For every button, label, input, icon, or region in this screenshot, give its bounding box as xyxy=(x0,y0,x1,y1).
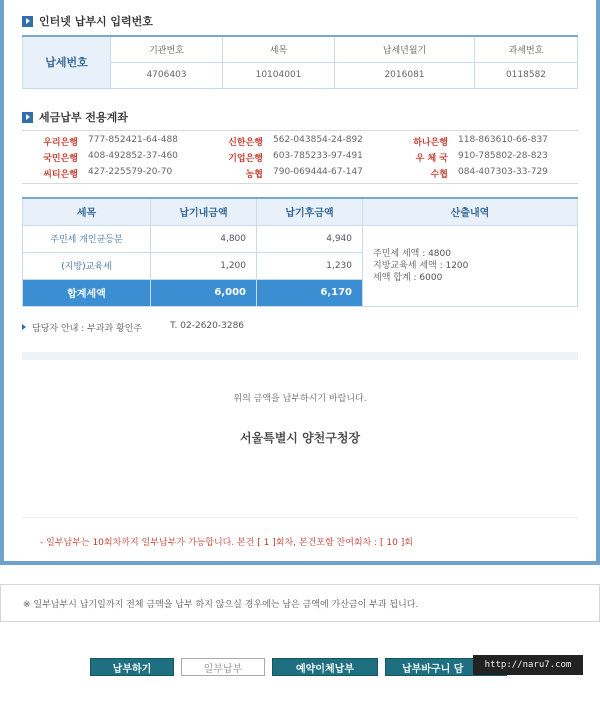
calc-line: 지방교육세 세액 : 1200 xyxy=(373,260,469,271)
bank-account: 408-492852-37-460 xyxy=(88,150,178,161)
bank-account: 562-043854-24-892 xyxy=(273,134,363,145)
contact-tel: T. 02-2620-3286 xyxy=(170,321,245,331)
header-agency-number: 기관번호 xyxy=(111,36,223,62)
bank-row xyxy=(22,149,578,165)
bank-account: 910-785802-28-823 xyxy=(458,150,548,161)
value-tax-period: 2016081 xyxy=(335,62,475,88)
bank-name: 우리은행 xyxy=(43,137,78,148)
row-before-due: 4,800 xyxy=(151,225,257,252)
row-after-due: 4,940 xyxy=(257,225,363,252)
bank-row xyxy=(22,165,578,181)
tax-number-table xyxy=(22,35,578,89)
row-after-due: 1,230 xyxy=(257,252,363,279)
bank-account: 777-852421-64-488 xyxy=(88,134,178,145)
section-title-text: 세금납부 전용계좌 xyxy=(39,111,128,124)
bank-account: 790-069444-67-147 xyxy=(273,166,363,177)
bank-name: 신한은행 xyxy=(228,137,263,148)
payment-request-text: 위의 금액을 납부하시기 바랍니다. xyxy=(233,394,367,404)
arrow-square-icon xyxy=(22,16,33,27)
header-tax-number: 과세번호 xyxy=(475,36,578,62)
total-after-due: 6,170 xyxy=(257,279,363,306)
partial-pay-button[interactable]: 일부납부 xyxy=(181,658,265,676)
bank-account: 118-863610-66-837 xyxy=(458,134,548,145)
calculation-detail xyxy=(363,225,578,306)
contact-info xyxy=(22,321,244,334)
section-title-bank-accounts xyxy=(22,109,128,125)
value-tax-item: 10104001 xyxy=(223,62,335,88)
header-before-due: 납기내금액 xyxy=(151,198,257,225)
total-before-due: 6,000 xyxy=(151,279,257,306)
header-item: 세목 xyxy=(23,198,151,225)
total-label: 합계세액 xyxy=(23,279,151,306)
row-item: (지방)교육세 xyxy=(23,252,151,279)
divider-bar xyxy=(22,352,578,360)
contact-label: 담당자 안내 : 부과과 황인주 xyxy=(32,324,143,334)
tax-number-label: 납세번호 xyxy=(23,36,111,88)
bank-account: 084-407303-33-729 xyxy=(458,166,548,177)
bank-name: 수협 xyxy=(430,169,448,180)
bank-name: 하나은행 xyxy=(413,137,448,148)
header-tax-item: 세목 xyxy=(223,36,335,62)
notice-box xyxy=(0,584,600,622)
row-before-due: 1,200 xyxy=(151,252,257,279)
header-calculation: 산출내역 xyxy=(363,198,578,225)
section-title-input-number xyxy=(22,13,153,29)
scheduled-transfer-button[interactable]: 예약이체납부 xyxy=(272,658,378,676)
arrow-square-icon xyxy=(22,112,33,123)
watermark-url: http://naru7.com xyxy=(473,655,583,675)
header-tax-period: 납세년월기 xyxy=(335,36,475,62)
calc-line: 세액 합계 : 6000 xyxy=(373,272,443,283)
bullet-arrow-icon xyxy=(22,324,26,330)
header-after-due: 납기후금액 xyxy=(257,198,363,225)
bank-account-list xyxy=(22,130,578,184)
calc-line: 주민세 세액 : 4800 xyxy=(373,248,451,259)
bank-name: 기업은행 xyxy=(228,153,263,164)
bank-account: 603-785233-97-491 xyxy=(273,150,363,161)
amount-table xyxy=(22,197,578,307)
value-tax-number: 0118582 xyxy=(475,62,578,88)
bank-name: 농협 xyxy=(245,169,263,180)
divider xyxy=(22,517,578,518)
table-row xyxy=(23,225,578,252)
issuer-name: 서울특별시 양천구청장 xyxy=(239,431,361,445)
pay-button[interactable]: 납부하기 xyxy=(90,658,174,676)
value-agency-number: 4706403 xyxy=(111,62,223,88)
partial-payment-note: - 일부납부는 10회차까지 일부납부가 가능합니다. 본건 [ 1 ]회차, 본건포함 잔여회차 : [ 10 ]회 xyxy=(40,538,413,548)
bank-name: 우 체 국 xyxy=(415,153,448,164)
bank-row xyxy=(22,133,578,149)
add-to-cart-button[interactable]: 납부바구니 담 xyxy=(385,658,507,676)
bank-name: 국민은행 xyxy=(43,153,78,164)
bank-account: 427-225579-20-70 xyxy=(88,166,173,177)
bank-name: 씨티은행 xyxy=(43,169,78,180)
section-title-text: 인터넷 납부시 입력번호 xyxy=(39,15,153,28)
notice-text: ※ 일부납부시 납기일까지 전체 금액을 납부 하지 않으실 경우에는 남은 금액에 가산금이 부과 됩니다. xyxy=(23,600,419,610)
row-item: 주민세 개인균등분 xyxy=(23,225,151,252)
